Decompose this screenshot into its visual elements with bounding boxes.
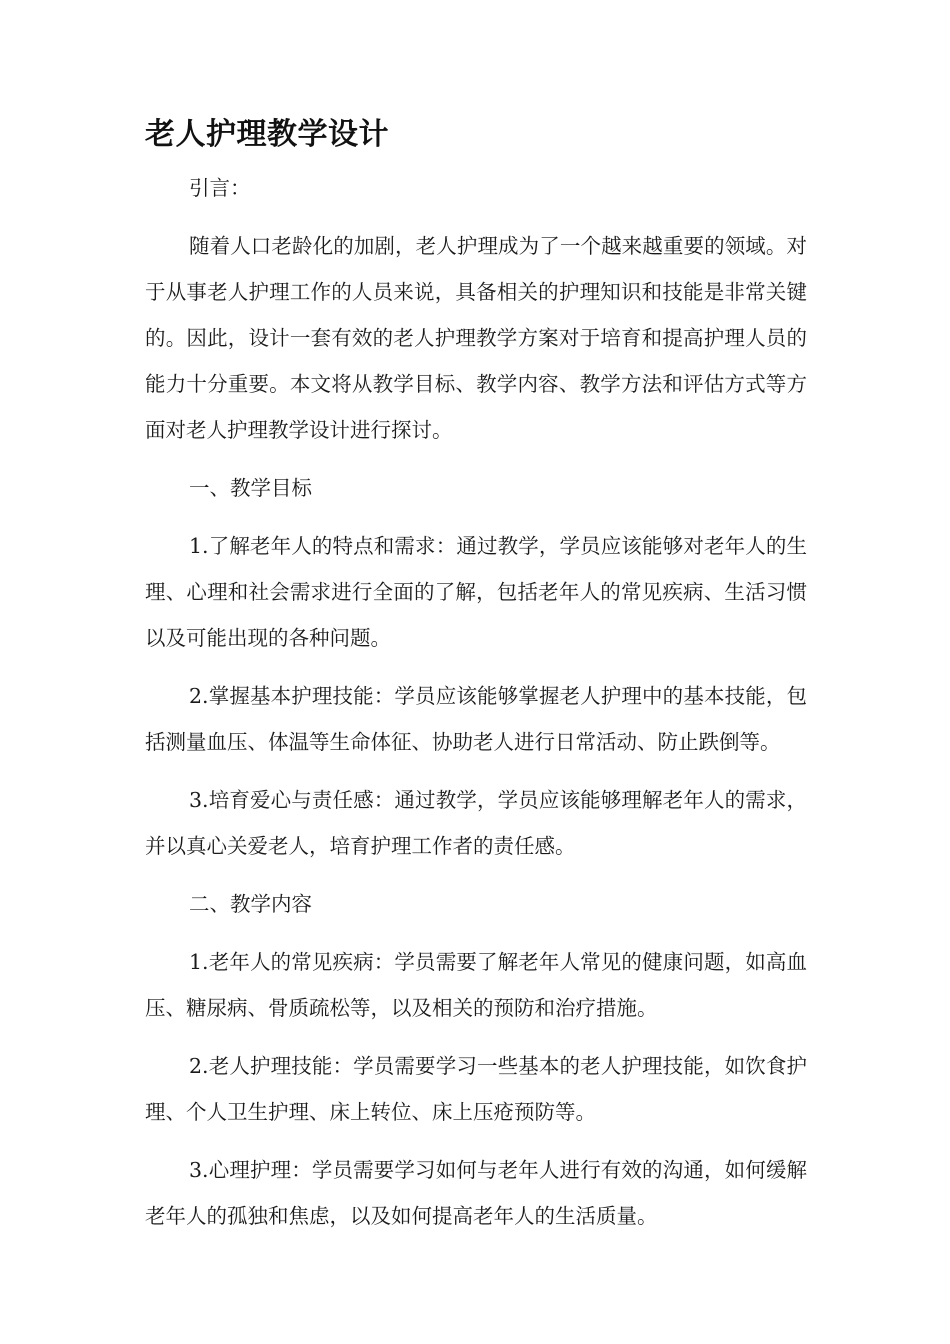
content-item: 2.老人护理技能：学员需要学习一些基本的老人护理技能，如饮食护理、个人卫生护理、床上转位、床上压疮预防等。 — [145, 1054, 807, 1124]
section-heading-objectives: 一、教学目标 — [189, 476, 312, 500]
document-body — [145, 165, 807, 1251]
document-title: 老人护理教学设计 — [145, 117, 389, 152]
intro-paragraph: 随着人口老龄化的加剧，老人护理成为了一个越来越重要的领域。对于从事老人护理工作的人员来说，具备相关的护理知识和技能是非常关键的。因此，设计一套有效的老人护理教学方案对于培育和提高护理人员的能力十分重要。本文将从教学目标、教学内容、教学方法和评估方式等方面对老人护理教学设计进行探讨。 — [145, 234, 807, 442]
content-item: 1.老年人的常见疾病：学员需要了解老年人常见的健康问题，如高血压、糖尿病、骨质疏松等，以及相关的预防和治疗措施。 — [145, 950, 807, 1020]
objective-item: 3.培育爱心与责任感：通过教学，学员应该能够理解老年人的需求，并以真心关爱老人，培育护理工作者的责任感。 — [145, 788, 807, 858]
section-heading-content: 二、教学内容 — [189, 892, 312, 916]
intro-label: 引言： — [189, 176, 251, 200]
objective-item: 2.掌握基本护理技能：学员应该能够掌握老人护理中的基本技能，包括测量血压、体温等生命体征、协助老人进行日常活动、防止跌倒等。 — [145, 684, 807, 754]
objective-item: 1.了解老年人的特点和需求：通过教学，学员应该能够对老年人的生理、心理和社会需求进行全面的了解，包括老年人的常见疾病、生活习惯以及可能出现的各种问题。 — [145, 534, 807, 650]
content-item: 3.心理护理：学员需要学习如何与老年人进行有效的沟通，如何缓解老年人的孤独和焦虑，以及如何提高老年人的生活质量。 — [145, 1158, 807, 1228]
